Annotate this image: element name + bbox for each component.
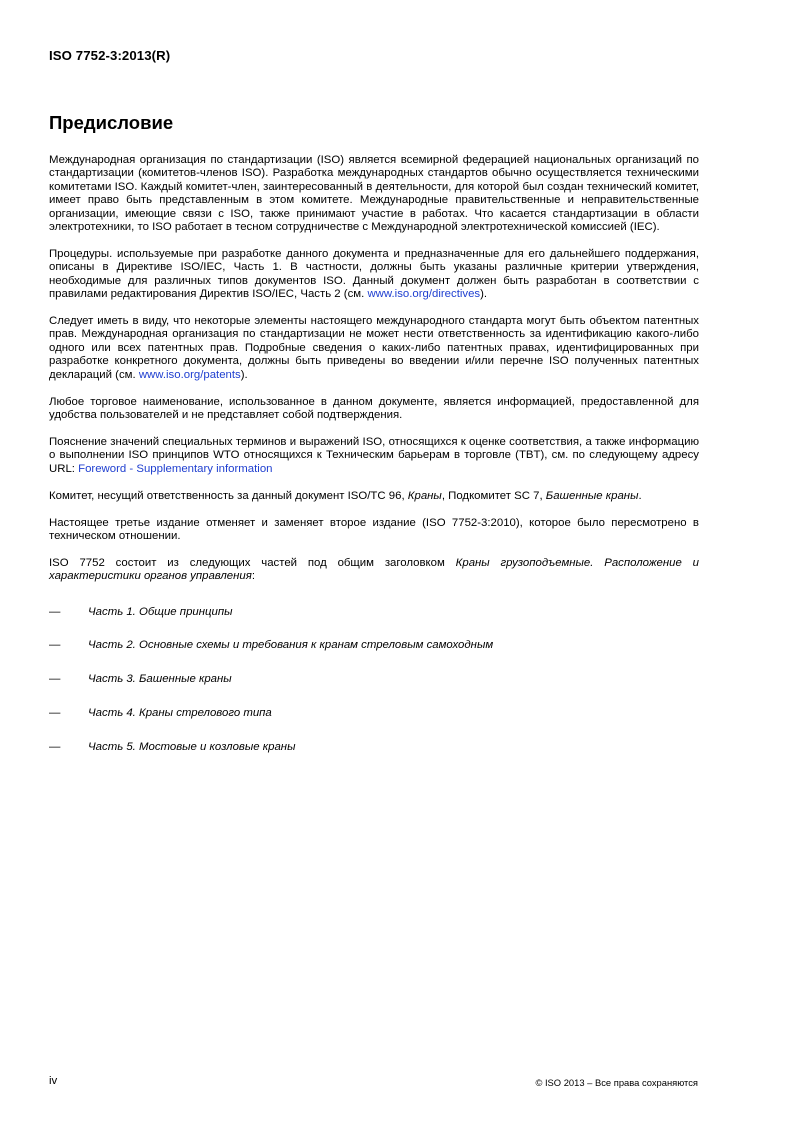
list-item-text: Часть 1. Общие принципы [88, 605, 233, 618]
paragraph [49, 396, 699, 423]
hyperlink[interactable]: www.iso.org/patents [138, 368, 241, 381]
paragraph-text: ). [240, 368, 248, 381]
paragraph-text: : [251, 570, 255, 583]
paragraph-text: Любое торговое наименование, использованное в данном документе, является информацией, предоставленной для удобства пользователей и не представляет собой подтверждения. [49, 395, 699, 421]
paragraph-text: ISO 7752 состоит из следующих частей под общим заголовком [49, 556, 456, 569]
list-item [49, 707, 699, 720]
paragraph [49, 315, 699, 382]
paragraph [49, 154, 699, 234]
paragraph-text: ). [480, 288, 488, 301]
paragraph-text: Следует иметь в виду, что некоторые элементы настоящего международного стандарта могут быть объектом патентных прав. Международная организация по стандартизации не может нести ответственность за идентификацию какого-либо одного или всех патентных прав. Подробные сведения о каких-либо патентных правах, идентифицированных при разработке конкретного документа, должны быть приведены во введении и/или перечне ISO полученных патентных деклараций (см. [49, 315, 699, 381]
italic-text: Краны грузоподъемные. Расположение и характеристики органов управления [49, 556, 699, 583]
italic-text: Краны [407, 489, 442, 502]
list-dash: — [49, 740, 61, 753]
paragraph-text: . [638, 489, 642, 502]
paragraph [49, 557, 699, 584]
paragraph [49, 517, 699, 544]
page-number: iv [49, 1075, 58, 1087]
list-item-text: Часть 2. Основные схемы и требования к кранам стреловым самоходным [88, 639, 494, 652]
body-text [49, 154, 699, 775]
paragraphs [49, 154, 699, 584]
list-dash: — [49, 639, 61, 652]
paragraph-text: Настоящее третье издание отменяет и заменяет второе издание (ISO 7752-3:2010), которое было пересмотрено в техническом отношении. [49, 516, 699, 542]
page-title: Предисловие [49, 112, 174, 133]
list-item [49, 673, 699, 686]
list-item-text: Часть 4. Краны стрелового типа [88, 707, 272, 719]
list-item [49, 639, 699, 652]
hyperlink[interactable]: www.iso.org/directives [367, 288, 481, 301]
paragraph [49, 436, 699, 476]
document-id: ISO 7752-3:2013(R) [49, 48, 171, 63]
list-item-text: Часть 5. Мостовые и козловые краны [88, 740, 296, 753]
paragraph-text: Процедуры. используемые при разработке данного документа и предназначенные для его дальнейшего поддержания, описаны в Директиве ISO/IEC, Часть 1. В частности, должны быть указаны различные критерии утверждения, необходимые для различных типов документов ISO. Данный документ должен быть разработан в соответствии с правилами редактирования Директив ISO/IEC, Часть 2 (см. [49, 247, 699, 301]
copyright-notice: © ISO 2013 – Все права сохраняются [535, 1077, 698, 1088]
italic-text: Башенные краны [545, 489, 639, 502]
hyperlink[interactable]: Foreword - Supplementary information [78, 462, 273, 475]
list-dash: — [49, 707, 61, 719]
list-item [49, 741, 699, 754]
paragraph-text: , Подкомитет SC 7, [441, 489, 546, 502]
list-dash: — [49, 673, 61, 686]
paragraph [49, 248, 699, 302]
parts-list [49, 606, 699, 755]
list-item [49, 606, 699, 619]
paragraph-text: Международная организация по стандартизации (ISO) является всемирной федерацией национальных организаций по стандартизации (комитетов-членов ISO). Разработка международных стандартов обычно осуществляется техническими комитетами ISO. Каждый комитет-член, заинтересованный в деятельности, для которой был создан технический комитет, имеет право быть представленным в этом комитете. Международные правительственные и неправительственные организации, имеющие связи с ISO, также принимают участие в работах. Что касается стандартизации в области электротехники, то ISO работает в тесном сотрудничестве с Международной электротехнической комиссией (IEC). [49, 154, 699, 234]
paragraph-text: Комитет, несущий ответственность за данный документ ISO/TC 96, [49, 489, 408, 502]
list-dash: — [49, 605, 61, 618]
paragraph [49, 490, 699, 503]
list-item-text: Часть 3. Башенные краны [88, 673, 232, 686]
paragraph-text: Пояснение значений специальных терминов и выражений ISO, относящихся к оценке соответствия, а также информацию о выполнении ISO принципов WTO относящихся к Техническим барьерам в торговле (TBT), см. по следующему адресу URL: [49, 435, 699, 475]
